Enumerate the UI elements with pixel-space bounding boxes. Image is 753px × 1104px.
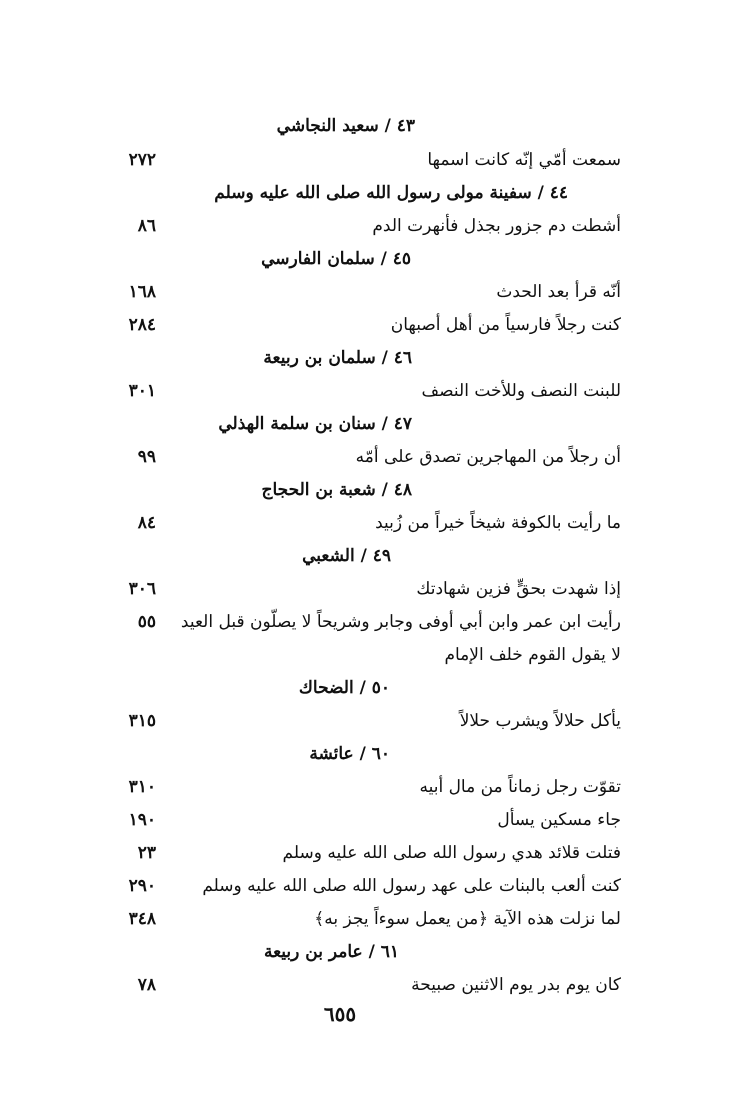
section-heading-row bbox=[0, 475, 753, 505]
index-entry-row bbox=[0, 772, 753, 802]
index-entry-row bbox=[0, 640, 753, 670]
section-heading-row bbox=[0, 244, 753, 274]
index-entry-row bbox=[0, 310, 753, 340]
entry-page-number: ٨٤ bbox=[137, 513, 156, 533]
section-heading-row bbox=[0, 541, 753, 571]
entry-page-number: ٣١٠ bbox=[128, 777, 156, 797]
section-heading: ٤٧ / سنان بن سلمة الهذلي bbox=[218, 414, 412, 434]
entry-text: كنت ألعب بالبنات على عهد رسول الله صلى الله عليه وسلم bbox=[202, 876, 621, 896]
entry-page-number: ٣٤٨ bbox=[128, 909, 156, 929]
page-number: ٦٥٥ bbox=[323, 1002, 357, 1026]
entry-text: سمعت أمّي إنّه كانت اسمها bbox=[427, 150, 621, 170]
index-entry-row bbox=[0, 508, 753, 538]
entry-page-number: ٢٣ bbox=[137, 843, 156, 863]
index-entry-row bbox=[0, 376, 753, 406]
index-entry-row bbox=[0, 277, 753, 307]
section-heading: ٤٩ / الشعبي bbox=[302, 546, 391, 566]
entry-text: ما رأيت بالكوفة شيخاً خيراً من زُبيد bbox=[375, 513, 621, 533]
entry-text: جاء مسكين يسأل bbox=[497, 810, 621, 830]
index-entry-row bbox=[0, 904, 753, 934]
index-entry-row bbox=[0, 970, 753, 1000]
index-entry-row bbox=[0, 871, 753, 901]
entry-text: رأيت ابن عمر وابن أبي أوفى وجابر وشريحاً لا يصلّون قبل العيد bbox=[180, 612, 621, 632]
entry-page-number: ٥٥ bbox=[137, 612, 156, 632]
section-heading-row bbox=[0, 178, 753, 208]
section-heading: ٦١ / عامر بن ربيعة bbox=[263, 942, 399, 962]
index-entry-row bbox=[0, 838, 753, 868]
entry-page-number: ٨٦ bbox=[137, 216, 156, 236]
entry-page-number: ٣٠٦ bbox=[128, 579, 156, 599]
section-heading-row bbox=[0, 343, 753, 373]
section-heading: ٤٥ / سلمان الفارسي bbox=[261, 249, 411, 269]
index-entry-row bbox=[0, 706, 753, 736]
entry-text: لا يقول القوم خلف الإمام bbox=[444, 645, 621, 665]
section-heading-row bbox=[0, 739, 753, 769]
section-heading: ٦٠ / عائشة bbox=[309, 744, 390, 764]
entry-text: تقوّت رجل زماناً من مال أبيه bbox=[419, 777, 621, 797]
section-heading: ٤٣ / سعيد النجاشي bbox=[276, 116, 415, 136]
section-heading: ٥٠ / الضحاك bbox=[298, 678, 390, 698]
section-heading-row bbox=[0, 937, 753, 967]
entry-text: للبنت النصف وللأخت النصف bbox=[421, 381, 621, 401]
section-heading: ٤٤ / سفينة مولى رسول الله صلى الله عليه وسلم bbox=[214, 183, 568, 203]
entry-page-number: ٣٠١ bbox=[128, 381, 156, 401]
index-entry-row bbox=[0, 574, 753, 604]
entry-page-number: ١٦٨ bbox=[128, 282, 156, 302]
entry-page-number: ٢٩٠ bbox=[128, 876, 156, 896]
entry-text: يأكل حلالاً ويشرب حلالاً bbox=[459, 711, 621, 731]
section-heading-row bbox=[0, 111, 753, 141]
index-entry-row bbox=[0, 805, 753, 835]
entry-text: إذا شهدت بحقٍّ فزين شهادتك bbox=[416, 579, 621, 599]
entry-text: أشطت دم جزور بجذل فأنهرت الدم bbox=[372, 216, 621, 236]
section-heading-row bbox=[0, 673, 753, 703]
entry-page-number: ٢٧٢ bbox=[128, 150, 156, 170]
entry-text: كان يوم بدر يوم الاثنين صبيحة bbox=[411, 975, 621, 995]
entry-page-number: ١٩٠ bbox=[128, 810, 156, 830]
index-entry-row bbox=[0, 145, 753, 175]
index-entry-row bbox=[0, 211, 753, 241]
entry-page-number: ٣١٥ bbox=[128, 711, 156, 731]
section-heading: ٤٦ / سلمان بن ربيعة bbox=[263, 348, 412, 368]
entry-text: أن رجلاً من المهاجرين تصدق على أمّه bbox=[355, 447, 621, 467]
index-entry-row bbox=[0, 607, 753, 637]
entry-page-number: ٩٩ bbox=[137, 447, 156, 467]
entry-text: أنّه قرأ بعد الحدث bbox=[496, 282, 621, 302]
section-heading: ٤٨ / شعبة بن الحجاج bbox=[261, 480, 412, 500]
entry-page-number: ٢٨٤ bbox=[128, 315, 156, 335]
entry-text: كنت رجلاً فارسياً من أهل أصبهان bbox=[390, 315, 621, 335]
entry-page-number: ٧٨ bbox=[137, 975, 156, 995]
entry-text: فتلت قلائد هدي رسول الله صلى الله عليه وسلم bbox=[282, 843, 621, 863]
index-entry-row bbox=[0, 442, 753, 472]
section-heading-row bbox=[0, 409, 753, 439]
entry-text: لما نزلت هذه الآية ﴿من يعمل سوءاً يجز به﴾ bbox=[314, 909, 621, 929]
